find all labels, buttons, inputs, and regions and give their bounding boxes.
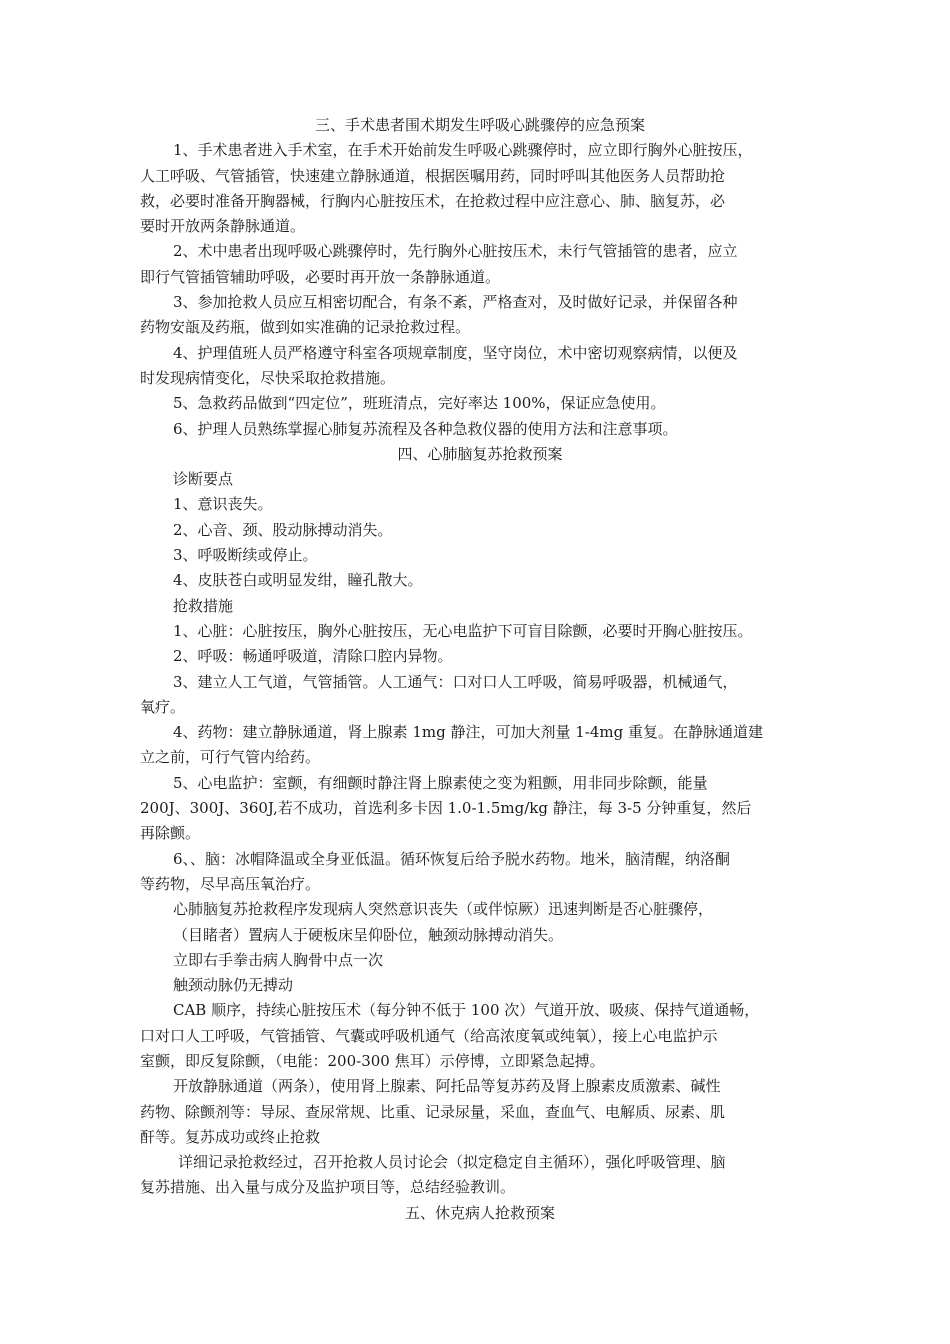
- text-line: 3、呼吸断续或停止。: [173, 546, 318, 565]
- section-heading: 五、休克病人抢救预案: [404, 1203, 555, 1222]
- section-heading: 三、手术患者围术期发生呼吸心跳骤停的应急预案: [314, 116, 645, 134]
- text-line: 触颈动脉仍无搏动: [173, 976, 294, 995]
- text-line: 200J、300J、360J,若不成功，首选利多卡因 1.0-1.5mg/kg 静注，每 3-5 分钟重复，然后: [140, 799, 752, 818]
- text-line: 口对口人工呼吸，气管插管、气囊或呼吸机通气（给高浓度氧或纯氧），接上心电监护示: [140, 1026, 718, 1045]
- section-heading: 四、心肺脑复苏抢救预案: [397, 444, 563, 463]
- text-line: 2、术中患者出现呼吸心跳骤停时，先行胸外心脏按压术，未行气管插管的患者，应立: [173, 242, 738, 261]
- text-line: 等药物，尽早高压氧治疗。: [140, 874, 321, 893]
- text-line: 氧疗。: [140, 697, 186, 716]
- text-line: 3、建立人工气道，气管插管。人工通气：口对口人工呼吸，简易呼吸器，机械通气，: [173, 672, 738, 691]
- text-line: 人工呼吸、气管插管，快速建立静脉通道，根据医嘱用药，同时呼叫其他医务人员帮助抢: [140, 166, 726, 185]
- text-line: 抢救措施: [173, 596, 234, 615]
- text-line: 立之前，可行气管内给药。: [140, 748, 321, 767]
- text-line: 2、呼吸：畅通呼吸道，清除口腔内异物。: [173, 647, 453, 666]
- text-line: 室颤，即反复除颤，（电能：200-300 焦耳）示停博，立即紧急起搏。: [140, 1051, 605, 1070]
- text-line: 4、护理值班人员严格遵守科室各项规章制度，坚守岗位，术中密切观察病情，以便及: [173, 343, 738, 362]
- text-line: 药物、除颤剂等：导尿、查尿常规、比重、记录尿量，采血，查血气、电解质、尿素、肌: [140, 1102, 726, 1121]
- text-line: 5、急救药品做到“四定位”，班班清点，完好率达 100%，保证应急使用。: [173, 394, 666, 413]
- text-line: 时发现病情变化，尽快采取抢救措施。: [140, 368, 396, 387]
- text-line: 药物安瓿及药瓶，做到如实准确的记录抢救过程。: [140, 318, 471, 337]
- text-line: 3、参加抢救人员应互相密切配合，有条不紊，严格查对，及时做好记录，并保留各种: [173, 293, 738, 312]
- text-line: 1、手术患者进入手术室，在手术开始前发生呼吸心跳骤停时，应立即行胸外心脏按压，: [173, 141, 753, 160]
- text-line: CAB 顺序，持续心脏按压术（每分钟不低于 100 次）气道开放、吸痰、保持气道通畅，: [173, 1001, 760, 1020]
- text-line: 2、心音、颈、股动脉搏动消失。: [173, 520, 393, 539]
- text-line: 开放静脉通道（两条），使用肾上腺素、阿托品等复苏药及肾上腺素皮质激素、碱性: [173, 1077, 721, 1096]
- text-line: 复苏措施、出入量与成分及监护项目等，总结经验教训。: [140, 1178, 516, 1197]
- text-line: 酐等。复苏成功或终止抢救: [140, 1127, 321, 1146]
- text-line: 4、药物：建立静脉通道，肾上腺素 1mg 静注，可加大剂量 1-4mg 重复。在静脉通道建: [173, 723, 763, 742]
- text-line: 6、、脑：冰帽降温或全身亚低温。循环恢复后给予脱水药物。地米，脑清醒，纳洛酮: [173, 849, 731, 868]
- text-line: 诊断要点: [173, 470, 234, 489]
- text-line: 4、皮肤苍白或明显发绀，瞳孔散大。: [173, 571, 423, 590]
- text-line: 心肺脑复苏抢救程序发现病人突然意识丧失（或伴惊厥）迅速判断是否心脏骤停，: [173, 900, 714, 919]
- document-body: [140, 113, 820, 1226]
- text-line: 1、意识丧失。: [173, 495, 273, 514]
- text-line: （目睹者）置病人于硬板床呈仰卧位，触颈动脉搏动消失。: [173, 925, 564, 944]
- text-line: 6、护理人员熟练掌握心肺复苏流程及各种急救仪器的使用方法和注意事项。: [173, 419, 678, 438]
- text-line: 立即右手拳击病人胸骨中点一次: [173, 950, 384, 969]
- text-line: 详细记录抢救经过，召开抢救人员讨论会（拟定稳定自主循环），强化呼吸管理、脑: [178, 1153, 726, 1172]
- text-line: 救，必要时准备开胸器械，行胸内心脏按压术，在抢救过程中应注意心、肺、脑复苏，必: [140, 191, 726, 210]
- text-line: 要时开放两条静脉通道。: [140, 217, 306, 236]
- text-line: 5、心电监护：室颤，有细颤时静注肾上腺素使之变为粗颤，用非同步除颤，能量: [173, 773, 708, 792]
- text-line: 1、心脏：心脏按压，胸外心脏按压，无心电监护下可盲目除颤，必要时开胸心脏按压。: [173, 621, 753, 640]
- text-line: 即行气管插管辅助呼吸，必要时再开放一条静脉通道。: [140, 267, 501, 286]
- text-line: 再除颤。: [140, 824, 201, 843]
